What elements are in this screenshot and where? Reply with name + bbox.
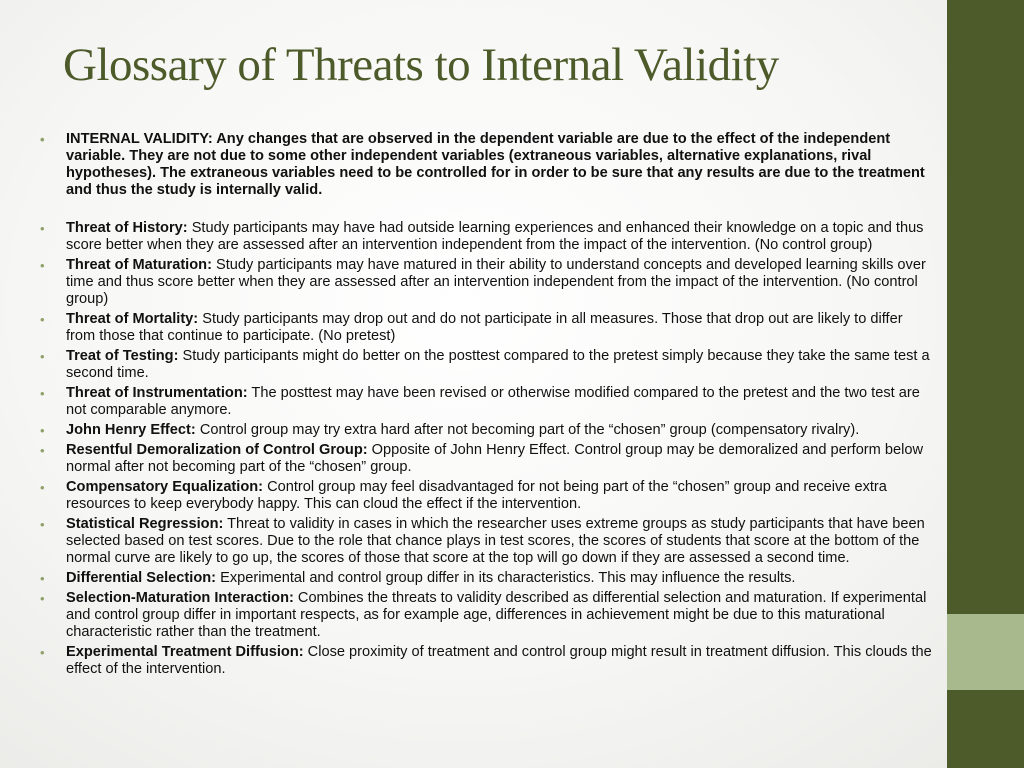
glossary-item	[40, 479, 932, 513]
glossary-definition: Study participants might do better on the posttest compared to the pretest simply because they take the same test a second time.	[66, 348, 930, 381]
glossary-term: Threat of Mortality:	[66, 311, 199, 327]
glossary-term: Threat of History:	[66, 220, 188, 236]
glossary-item	[40, 348, 932, 382]
glossary-definition: Control group may try extra hard after not becoming part of the “chosen” group (compensatory rivalry).	[199, 422, 860, 438]
bullet-dot-icon: •	[40, 221, 45, 236]
glossary-list	[40, 131, 932, 681]
intro-text: INTERNAL VALIDITY: Any changes that are observed in the dependent variable are due to the effect of the independent variable. They are not due to some other independent variables (extraneous variables, alternative explanations, rival hypotheses). The extraneous variables need to be controlled for in order to be sure that any results are due to the treatment and thus the study is internally valid.	[66, 131, 925, 198]
glossary-item	[40, 220, 932, 254]
bullet-dot-icon: •	[40, 423, 45, 438]
bullet-dot-icon: •	[40, 517, 45, 532]
glossary-term: Threat of Maturation:	[66, 257, 212, 273]
bullet-dot-icon: •	[40, 591, 45, 606]
glossary-item	[40, 257, 932, 308]
glossary-term: Compensatory Equalization:	[66, 479, 264, 495]
glossary-item	[40, 644, 932, 678]
glossary-term: Resentful Demoralization of Control Group:	[66, 442, 368, 458]
glossary-term: Threat of Instrumentation:	[66, 385, 248, 401]
bullet-dot-icon: •	[40, 258, 45, 273]
glossary-item	[40, 516, 932, 567]
glossary-term: Statistical Regression:	[66, 516, 224, 532]
glossary-definition: Control group may feel disadvantaged for not being part of the “chosen” group and receive extra resources to keep everybody happy. This can cloud the effect if the intervention.	[66, 479, 887, 512]
glossary-definition: Experimental and control group differ in its characteristics. This may influence the results.	[220, 570, 796, 586]
glossary-definition: Study participants may drop out and do not participate in all measures. Those that drop out are likely to differ from those that continue to participate. (No pretest)	[66, 311, 903, 344]
glossary-item	[40, 311, 932, 345]
glossary-definition: Combines the threats to validity described as differential selection and maturation. If experimental and control group differ in important respects, as for example age, differences in achievement might be due to this maturational characteristic rather than the treatment.	[66, 590, 927, 640]
decorative-side-accent	[947, 614, 1024, 690]
glossary-term: Differential Selection:	[66, 570, 217, 586]
glossary-item	[40, 570, 932, 587]
bullet-dot-icon: •	[40, 571, 45, 586]
glossary-definition: Threat to validity in cases in which the researcher uses extreme groups as study participants that have been selected based on test scores. Due to the role that chance plays in test scores, the scores of students that score at the bottom of the normal curve are likely to go up, the scores of those that score at the top will go down if they are assessed a second time.	[66, 516, 925, 566]
bullet-dot-icon: •	[40, 480, 45, 495]
bullet-dot-icon: •	[40, 386, 45, 401]
glossary-definition: Study participants may have matured in their ability to understand concepts and developed learning skills over time and thus score better when they are assessed after an intervention independent from the impact of the intervention. (No control group)	[66, 257, 926, 307]
bullet-dot-icon: •	[40, 132, 45, 147]
glossary-definition: Close proximity of treatment and control group might result in treatment diffusion. This clouds the effect of the intervention.	[66, 644, 932, 677]
bullet-dot-icon: •	[40, 349, 45, 364]
glossary-term: Experimental Treatment Diffusion:	[66, 644, 304, 660]
bullet-dot-icon: •	[40, 312, 45, 327]
intro-bullet	[40, 131, 932, 199]
glossary-item	[40, 422, 932, 439]
glossary-item	[40, 385, 932, 419]
glossary-item	[40, 590, 932, 641]
glossary-term: Treat of Testing:	[66, 348, 179, 364]
glossary-term: Selection-Maturation Interaction:	[66, 590, 294, 606]
bullet-dot-icon: •	[40, 443, 45, 458]
glossary-definition: Study participants may have had outside learning experiences and enhanced their knowledge on a topic and thus score better when they are assessed after an intervention independent from the impact of the intervention. (No control group)	[66, 220, 924, 253]
bullet-dot-icon: •	[40, 645, 45, 660]
glossary-item	[40, 442, 932, 476]
slide-title: Glossary of Threats to Internal Validity	[63, 39, 779, 91]
glossary-definition: The posttest may have been revised or otherwise modified compared to the pretest and the two test are not comparable anymore.	[66, 385, 920, 418]
glossary-term: John Henry Effect:	[66, 422, 196, 438]
glossary-definition: Opposite of John Henry Effect. Control group may be demoralized and perform below normal after not becoming part of the “chosen” group.	[66, 442, 924, 475]
